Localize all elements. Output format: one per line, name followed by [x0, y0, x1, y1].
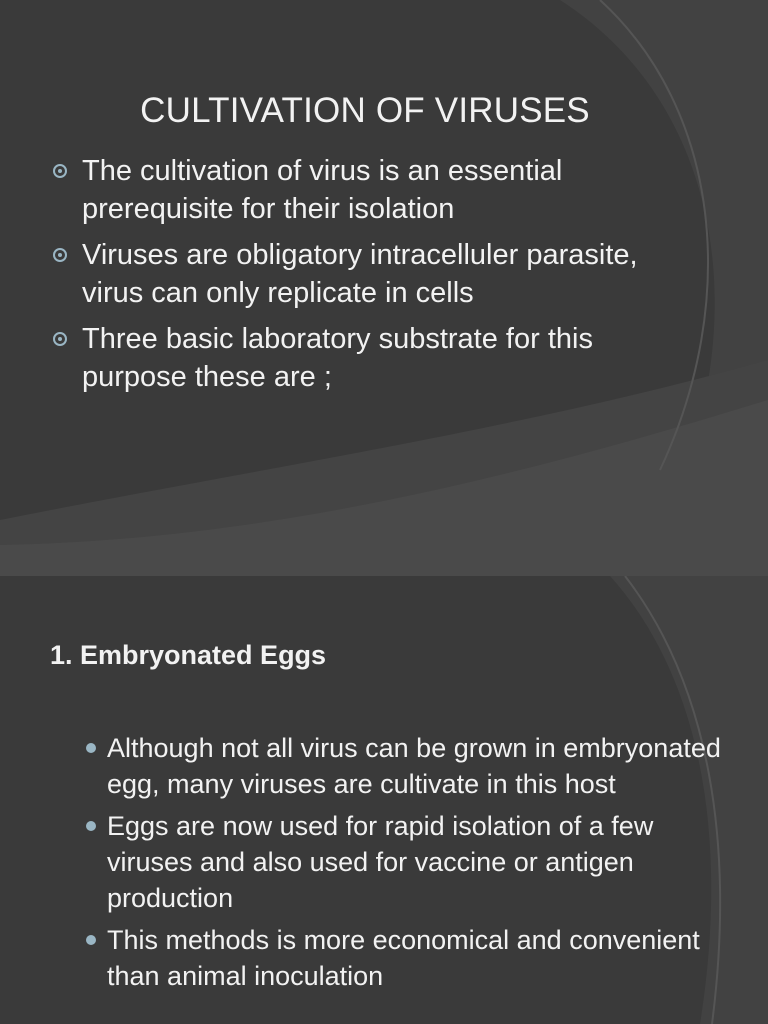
- bullet-text: The cultivation of virus is an essential prerequisite for their isolation: [82, 155, 563, 225]
- slide-2-bullet-list: [86, 730, 726, 1000]
- bullet-text: Eggs are now used for rapid isolation of a few viruses and also used for vaccine or antigen production: [107, 811, 654, 913]
- list-item: [50, 152, 700, 228]
- dot-bullet-icon: [86, 821, 96, 831]
- bullet-text: Three basic laboratory substrate for this purpose these are ;: [82, 323, 593, 393]
- dot-bullet-icon: [86, 743, 96, 753]
- slide-2: [0, 576, 768, 1024]
- list-item: [50, 236, 700, 312]
- bullet-text: Viruses are obligatory intracelluler parasite, virus can only replicate in cells: [82, 239, 638, 309]
- list-item: [86, 922, 726, 994]
- bullet-text: Although not all virus can be grown in embryonated egg, many viruses are cultivate in this host: [107, 733, 721, 799]
- list-item: [86, 808, 726, 916]
- target-bullet-icon: [53, 332, 67, 346]
- target-bullet-icon: [53, 248, 67, 262]
- dot-bullet-icon: [86, 935, 96, 945]
- list-item: [50, 320, 700, 396]
- list-item: [86, 730, 726, 802]
- target-bullet-icon: [53, 164, 67, 178]
- section-heading: 1. Embryonated Eggs: [50, 640, 327, 670]
- bullet-text: This methods is more economical and convenient than animal inoculation: [107, 925, 700, 991]
- slide-1-bullet-list: [50, 152, 700, 404]
- slide-title: CULTIVATION OF VIRUSES: [140, 91, 590, 131]
